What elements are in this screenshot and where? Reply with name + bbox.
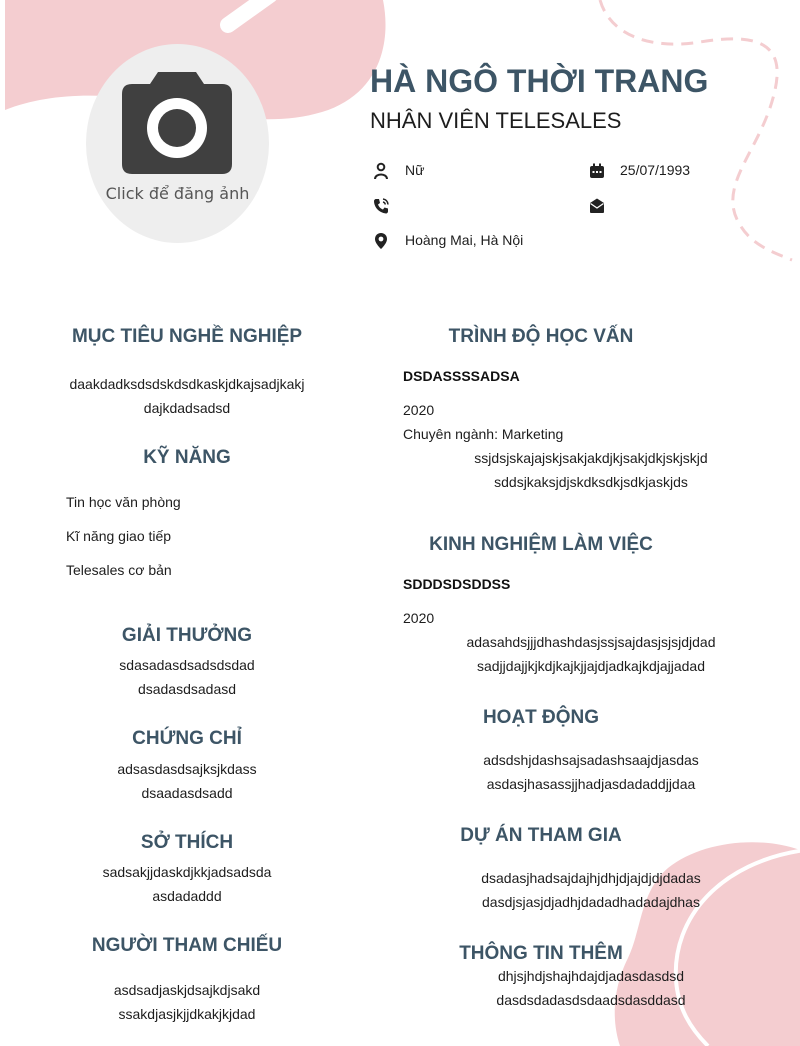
references-content: asdsadjaskjdsajkdjsakd ssakdjasjkjjdkakjkjdad: [113, 982, 261, 1022]
experience-year: 2020: [403, 610, 435, 626]
skills-title: KỸ NĂNG: [143, 447, 231, 468]
job-title: NHÂN VIÊN TELESALES: [370, 108, 622, 133]
person-icon: [372, 162, 390, 180]
education-description: ssjdsjskajajskjsakjakdjkjsakjdkjskjskjd sddsjkaksjdjskdksdkjsdkjaskjds: [474, 450, 708, 490]
photo-upload-label: Click để đăng ảnh: [105, 184, 250, 203]
education-major: Chuyên ngành: Marketing: [403, 426, 564, 442]
hobbies-content: sadsakjjdaskdjkkjadsadsda asdadaddd: [102, 864, 272, 904]
extra-info-content: dhjsjhdjshajhdajdjadasdasdsd dasdsdadasdsdaadsdasddasd: [496, 968, 686, 1008]
activities-title: HOẠT ĐỘNG: [482, 707, 600, 728]
top-right-dashed-curve: [600, 0, 792, 260]
hobbies-title: SỞ THÍCH: [140, 832, 234, 853]
objective-title: MỤC TIÊU NGHỀ NGHIỆP: [71, 326, 303, 347]
address-value: Hoàng Mai, Hà Nội: [405, 232, 524, 248]
awards-title: GIẢI THƯỞNG: [121, 625, 253, 646]
calendar-icon: [588, 162, 606, 180]
experience-description: adasahdsjjjdhashdasjssjsajdasjsjsjdjdad sadjjdajjkjkdjkajkjjajdjadkajkdjajjadad: [466, 634, 716, 674]
camera-icon: [122, 70, 232, 174]
experience-company: SDDDSDSDDSS: [403, 576, 511, 592]
gender-value: Nữ: [405, 162, 425, 178]
education-year: 2020: [403, 402, 435, 418]
education-title: TRÌNH ĐỘ HỌC VẤN: [448, 326, 634, 347]
email-icon: [588, 197, 606, 215]
photo-upload[interactable]: [86, 44, 269, 243]
phone-icon: [372, 197, 390, 215]
projects-content: dsadasjhadsajdajhjdhjdjajdjdjdadas dasdjsjasjdjadhjdadadhadadajdhas: [481, 870, 701, 910]
certificates-title: CHỨNG CHỈ: [132, 728, 242, 749]
skill-item: Telesales cơ bản: [66, 562, 172, 578]
objective-content: daakdadksdsdskdsdkaskjdkajsadjkakj dajkdadsadsd: [69, 376, 305, 416]
projects-title: DỰ ÁN THAM GIA: [460, 825, 622, 846]
skill-item: Kĩ năng giao tiếp: [66, 528, 172, 544]
extra-info-title: THÔNG TIN THÊM: [459, 943, 623, 964]
location-icon: [372, 232, 390, 250]
activities-content: adsdshjdashsajsadashsaajdjasdas asdasjhasassjjhadjasdadaddjjdaa: [483, 752, 699, 792]
candidate-name: HÀ NGÔ THỜI TRANG: [370, 63, 709, 99]
education-school: DSDASSSSADSA: [403, 368, 520, 384]
experience-title: KINH NGHIỆM LÀM VIỆC: [429, 534, 653, 555]
certificates-content: adsasdasdsajksjkdass dsaadasdsadd: [117, 761, 257, 801]
skill-item: Tin học văn phòng: [66, 494, 181, 510]
references-title: NGƯỜI THAM CHIẾU: [91, 935, 283, 956]
birthday-value: 25/07/1993: [620, 162, 691, 178]
awards-content: sdasadasdsadsdsdad dsadasdsadasd: [119, 657, 255, 697]
